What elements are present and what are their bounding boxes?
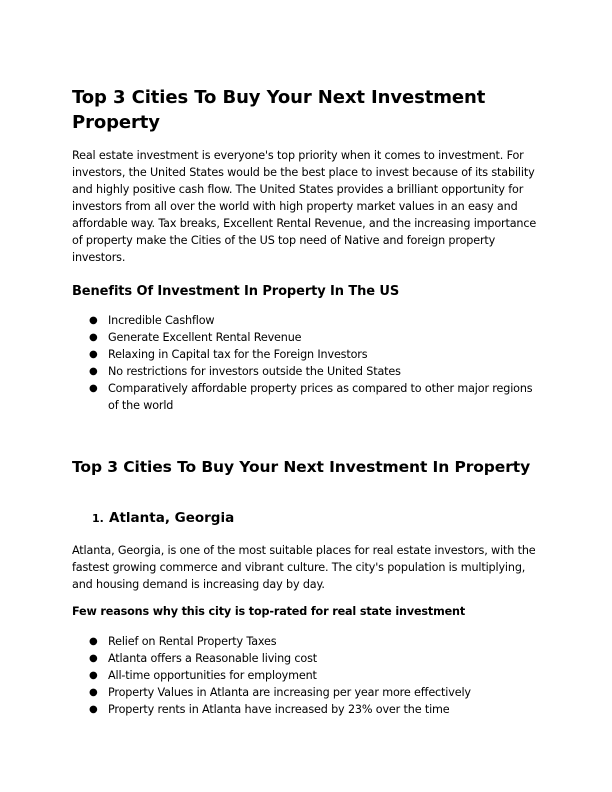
city-number: 1. [92,512,104,525]
bullet-icon: ● [89,349,98,360]
bullet-icon: ● [89,670,98,681]
bullet-icon: ● [89,687,98,698]
bullet-icon: ● [89,315,98,326]
list-item: ● Atlanta offers a Reasonable living cost [89,652,318,665]
list-item: ● Property Values in Atlanta are increasing per year more effectively [89,686,471,699]
city-description: Atlanta, Georgia, is one of the most suitable places for real estate investors, with the fastest growing commerce and vibrant culture. The city's population is multiplying, and housing demand is increasing day by day. [72,544,536,591]
benefits-list [72,312,542,414]
city-heading [92,509,234,528]
section-heading: Top 3 Cities To Buy Your Next Investment In Property [72,458,531,476]
bullet-icon: ● [89,332,98,343]
reasons-list [72,633,542,718]
list-item: ● Incredible Cashflow [89,314,215,327]
bullet-icon: ● [89,383,98,394]
list-item: ● Comparatively affordable property prices as compared to other major regions of the world [89,382,533,412]
page-title: Top 3 Cities To Buy Your Next Investment Property [72,87,486,133]
reasons-heading: Few reasons why this city is top-rated for real state investment [72,605,466,618]
bullet-icon: ● [89,653,98,664]
benefits-heading: Benefits Of Investment In Property In The US [72,284,400,299]
list-item: ● All-time opportunities for employment [89,669,317,682]
intro-paragraph: Real estate investment is everyone's top priority when it comes to investment. For investors, the United States would be the best place to invest because of its stability and highly positive cash flow. The United States provides a brilliant opportunity for investors from all over the world with high property market values in an easy and affordable way. Tax breaks, Excellent Rental Revenue, and the increasing importance of property make the Cities of the US top need of Native and foreign property investors. [72,149,537,264]
list-item: ● Property rents in Atlanta have increased by 23% over the time [89,703,450,716]
city-name: Atlanta, Georgia [109,510,235,526]
bullet-icon: ● [89,704,98,715]
list-item: ● Relief on Rental Property Taxes [89,635,277,648]
bullet-icon: ● [89,636,98,647]
bullet-icon: ● [89,366,98,377]
list-item: ● No restrictions for investors outside the United States [89,365,401,378]
list-item: ● Relaxing in Capital tax for the Foreign Investors [89,348,368,361]
list-item: ● Generate Excellent Rental Revenue [89,331,302,344]
